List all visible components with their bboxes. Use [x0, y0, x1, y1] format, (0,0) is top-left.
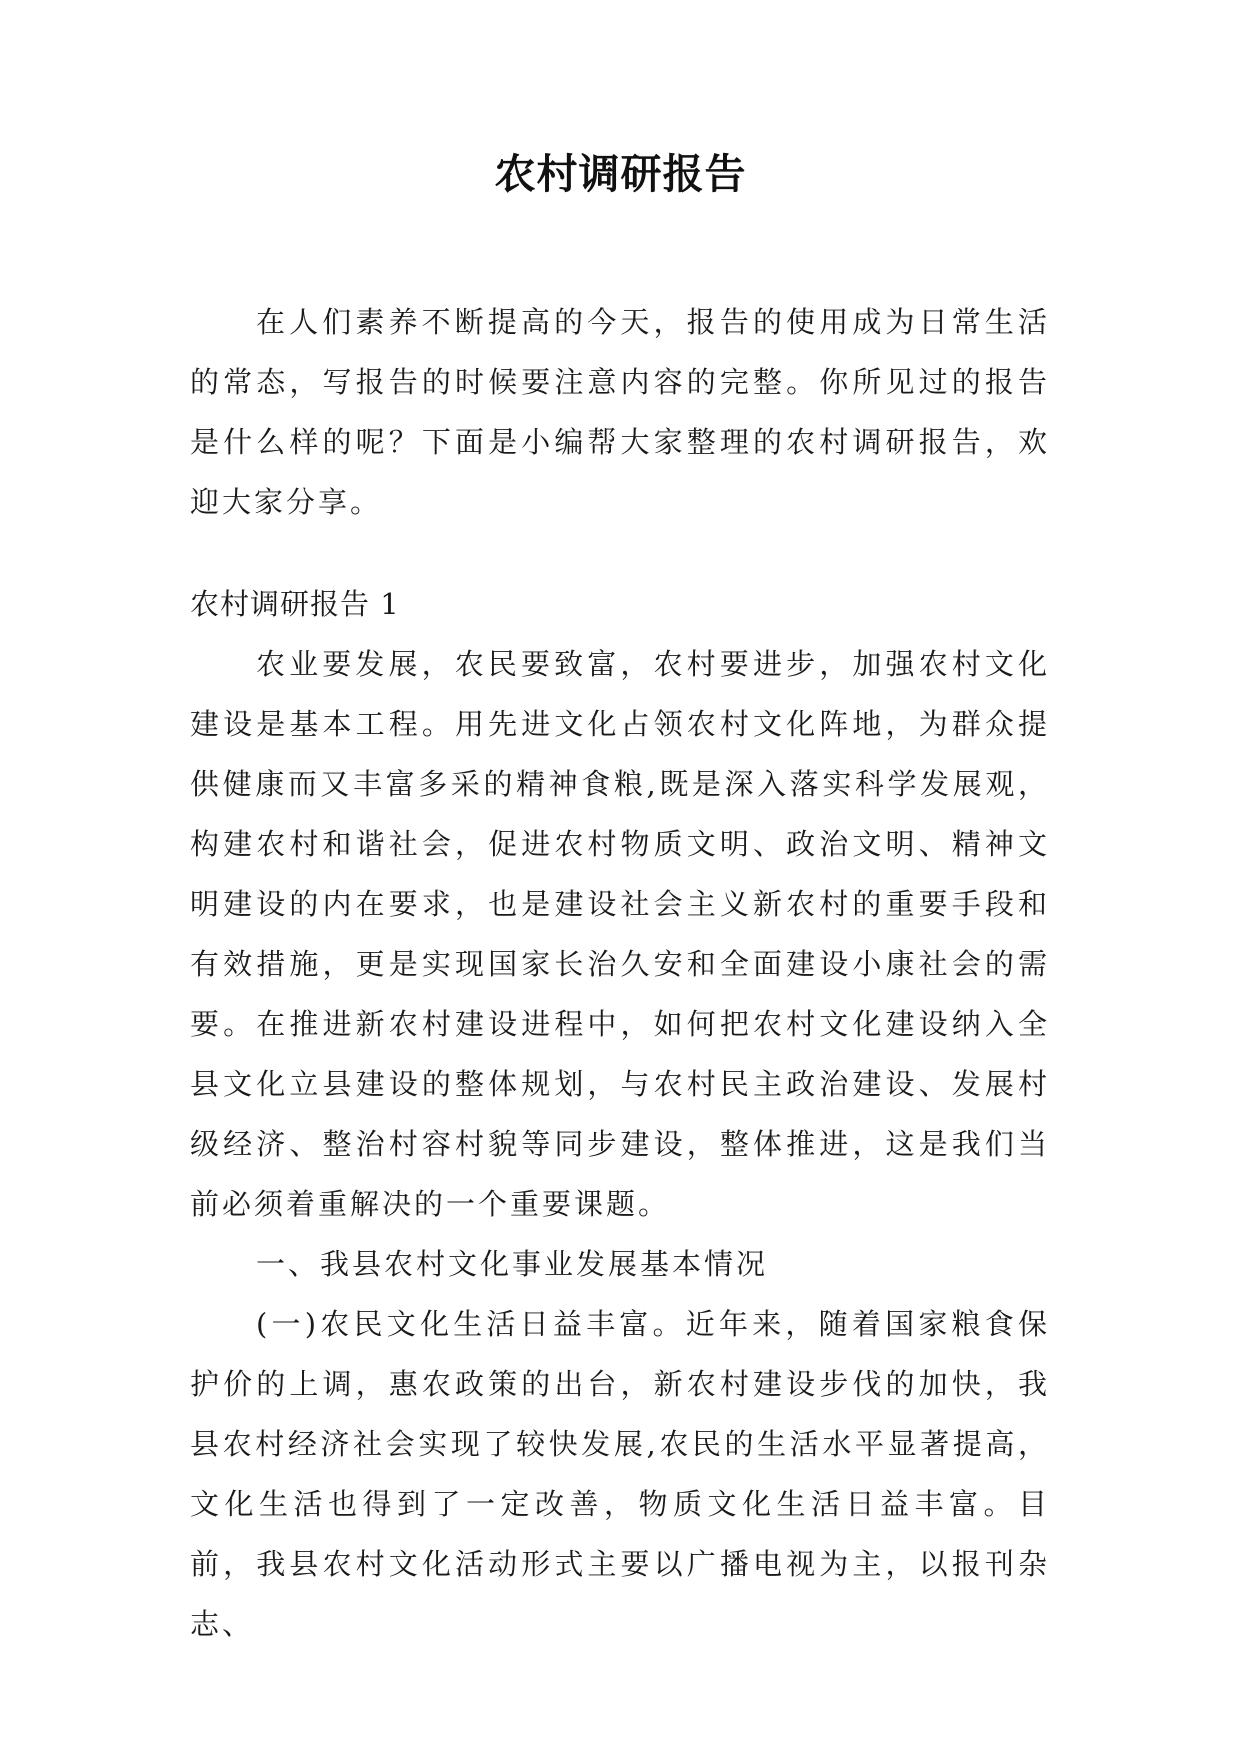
document-body [190, 292, 1050, 1654]
subsection-heading: 一、我县农村文化事业发展基本情况 [256, 1247, 769, 1281]
body-paragraph: 农业要发展，农民要致富，农村要进步，加强农村文化建设是基本工程。用先进文化占领农村文化阵地，为群众提供健康而又丰富多采的精神食粮,既是深入落实科学发展观，构建农村和谐社会，促进农村物质文明、政治文明、精神文明建设的内在要求，也是建设社会主义新农村的重要手段和有效措施，更是实现国家长治久安和全面建设小康社会的需要。在推进新农村建设进程中，如何把农村文化建设纳入全县文化立县建设的整体规划，与农村民主政治建设、发展村级经济、整治村容村貌等同步建设，整体推进，这是我们当前必须着重解决的一个重要课题。 [190, 647, 1050, 1221]
document-title: 农村调研报告 [494, 150, 747, 198]
body-paragraph: (一)农民文化生活日益丰富。近年来，随着国家粮食保护价的上调，惠农政策的出台，新农村建设步伐的加快，我县农村经济社会实现了较快发展,农民的生活水平显著提高，文化生活也得到了一定改善，物质文化生活日益丰富。目前，我县农村文化活动形式主要以广播电视为主，以报刊杂志、 [190, 1307, 1050, 1641]
intro-paragraph: 在人们素养不断提高的今天，报告的使用成为日常生活的常态，写报告的时候要注意内容的完整。你所见过的报告是什么样的呢？下面是小编帮大家整理的农村调研报告，欢迎大家分享。 [190, 305, 1050, 519]
section-heading: 农村调研报告 1 [190, 587, 400, 621]
